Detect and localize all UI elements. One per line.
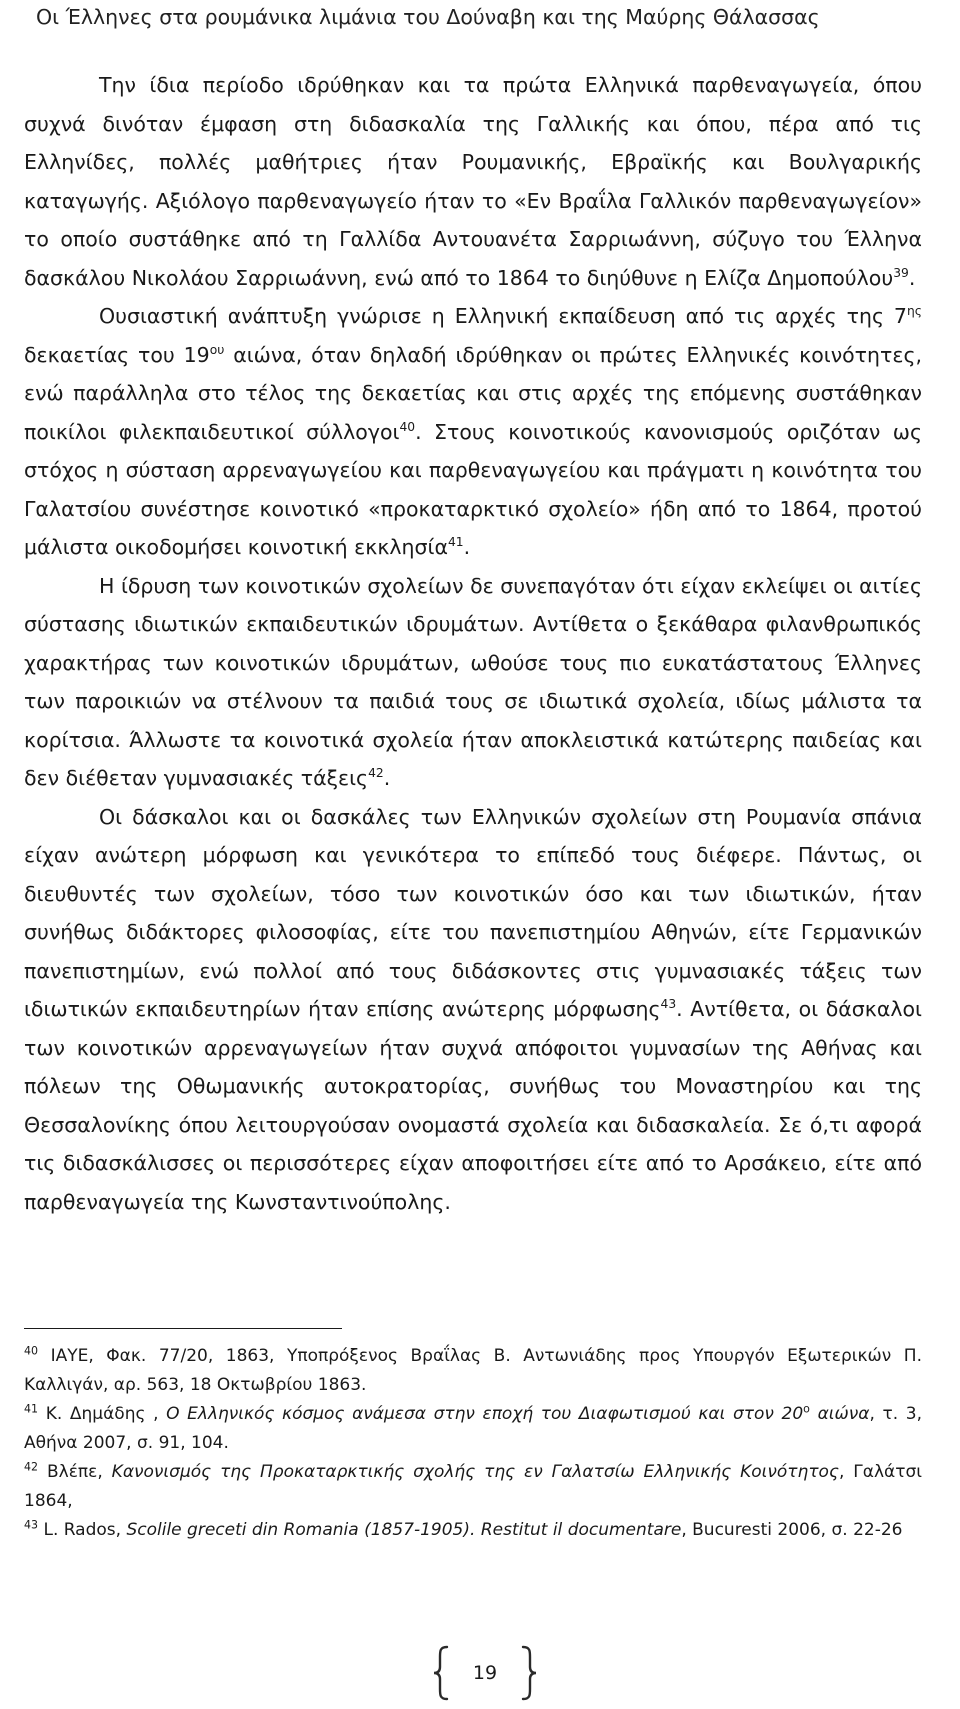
right-brace-icon xyxy=(518,1645,538,1701)
footnote-number: 43 xyxy=(24,1518,39,1532)
text: αιώνα, όταν δηλαδή ιδρύθηκαν οι πρώτες Ελληνικές κοινότητες, ενώ παράλληλα στο τέλος της δεκαετίας και στις αρχές της επόμενης συστάθηκαν ποικίλοι φιλεκπαιδευτικοί σύλλογοι xyxy=(24,342,922,444)
ordinal-suffix: ης xyxy=(906,304,922,319)
book-title: αιώνα xyxy=(809,1404,870,1424)
footnote-separator xyxy=(24,1328,342,1329)
text: . xyxy=(383,766,391,790)
footnote-ref: 42 xyxy=(368,766,384,781)
text: δεκαετίας του 19 xyxy=(24,342,210,367)
paragraph-2 xyxy=(24,297,922,567)
text: . xyxy=(463,535,471,559)
footnote-text: Κ. Δημάδης , xyxy=(38,1404,167,1424)
text: Την ίδια περίοδο ιδρύθηκαν και τα πρώτα Ελληνικά παρθεναγωγεία, όπου συχνά δινόταν έμφαση στη διδασκαλία της Γαλλικής και όπου, πέρα από τις Ελληνίδες, πολλές μαθήτριες ήταν Ρουμανικής, Εβραϊκής και Βουλγαρικής καταγωγής. Αξιόλογο παρθεναγωγείο ήταν το «Εν Βραΐλα Γαλλικόν παρθεναγωγείον» το οποίο συστάθηκε από τη Γαλλίδα Αντουανέτα Σαρριωάννη, σύζυγο του Έλληνα δασκάλου Νικολάου Σαρριωάννη, ενώ από το 1864 το διηύθυνε η Ελίζα Δημοπούλου xyxy=(24,73,922,290)
text: . xyxy=(908,265,916,290)
paragraph-1 xyxy=(24,66,922,297)
page-number-group xyxy=(432,1645,538,1701)
body-text xyxy=(24,66,922,1221)
footnote-text: ΙΑΥΕ, Φακ. 77/20, 1863, Υποπρόξενος Βραΐλας Β. Αντωνιάδης προς Υπουργόν Εξωτερικών Π. Καλλιγάν, αρ. 563, 18 Οκτωβρίου 1863. xyxy=(24,1346,922,1395)
book-title: Κανονισμός της Προκαταρκτικής σχολής της εν Γαλατσίω Ελληνικής Κοινότητος xyxy=(111,1462,839,1482)
text: Οι δάσκαλοι και οι δασκάλες των Ελληνικών σχολείων στη Ρουμανία σπάνια είχαν ανώτερη μόρφωση και γενικότερα το επίπεδό τους διέφερε. Πάντως, οι διευθυντές των σχολείων, τόσο των κοινοτικών όσο και των ιδιωτικών, ήταν συνήθως διδάκτορες φιλοσοφίας, είτε του πανεπιστημίου Αθηνών, είτε Γερμανικών πανεπιστημίων, ενώ πολλοί από τους διδάσκοντες στις γυμνασιακές τάξεις των ιδιωτικών εκπαιδευτηρίων ήταν επίσης ανώτερης μόρφωσης xyxy=(24,804,922,1021)
footnote-40 xyxy=(24,1342,922,1400)
book-title: Scolile greceti din Romania (1857-1905). Restitut il documentare xyxy=(126,1520,682,1540)
footnote-43 xyxy=(24,1516,922,1545)
paragraph-3 xyxy=(24,567,922,798)
footnote-ref: 43 xyxy=(660,997,677,1012)
footnote-number: 40 xyxy=(24,1344,39,1358)
footnote-ref: 41 xyxy=(447,535,464,550)
text: . Αντίθετα, οι δάσκαλοι των κοινοτικών αρρεναγωγείων ήταν συχνά απόφοιτοι γυμνασίων της Αθήνας και πόλεων της Οθωμανικής αυτοκρατορίας, συνήθως του Μοναστηρίου και της Θεσσαλονίκης όπου λειτουργούσαν ονομαστά σχολεία και διδασκαλεία. Σε ό,τι αφορά τις διδασκάλισσες οι περισσότερες είχαν αποφοιτήσει είτε από το Αρσάκειο, είτε από παρθεναγωγεία της Κωνσταντινούπολης. xyxy=(24,997,922,1214)
text: Η ίδρυση των κοινοτικών σχολείων δε συνεπαγόταν ότι είχαν εκλείψει οι αιτίες σύστασης ιδιωτικών εκπαιδευτικών ιδρυμάτων. Αντίθετα ο ξεκάθαρα φιλανθρωπικός χαρακτήρας των κοινοτικών ιδρυμάτων, ωθούσε τους πιο ευκατάστατους Έλληνες των παροικιών να στέλνουν τα παιδιά τους σε ιδιωτικά σχολεία, ιδίως μάλιστα τα κορίτσια. Άλλωστε τα κοινοτικά σχολεία ήταν αποκλειστικά κατώτερης παιδείας και δεν διέθεταν γυμνασιακές τάξεις xyxy=(24,573,922,790)
footnote-ref: 40 xyxy=(399,419,416,434)
footnote-text: Βλέπε, xyxy=(38,1462,112,1482)
text: . Στους κοινοτικούς κανονισμούς οριζόταν ως στόχος η σύσταση αρρεναγωγείου και παρθεναγωγείου και πράγματι η κοινότητα του Γαλατσίου συνέστησε κοινοτικό «προκαταρκτικό σχολείο» ήδη από το 1864, προτού μάλιστα οικοδομήσει κοινοτική εκκλησία xyxy=(24,419,922,559)
footnote-41 xyxy=(24,1400,922,1458)
footnote-ref: 39 xyxy=(893,265,909,280)
footnote-text: , Bucuresti 2006, σ. 22-26 xyxy=(681,1520,903,1540)
ordinal-suffix: ο xyxy=(803,1402,810,1416)
running-header: Οι Έλληνες στα ρουμάνικα λιμάνια του Δούναβη και της Μαύρης Θάλασσας xyxy=(36,5,820,29)
footnote-text: , τ. 3, Αθήνα 2007, σ. 91, 104. xyxy=(24,1404,922,1453)
footnote-number: 42 xyxy=(24,1460,39,1474)
footnotes xyxy=(24,1342,922,1545)
footnote-number: 41 xyxy=(24,1402,39,1416)
footnote-42 xyxy=(24,1458,922,1516)
footnote-text: L. Rados, xyxy=(38,1520,127,1540)
paragraph-4 xyxy=(24,798,922,1222)
text: Ουσιαστική ανάπτυξη γνώρισε η Ελληνική εκπαίδευση από τις αρχές της 7 xyxy=(99,304,907,328)
left-brace-icon xyxy=(432,1645,452,1701)
footnote-text: , Γαλάτσι 1864, xyxy=(24,1462,922,1511)
book-title: Ο Ελληνικός κόσμος ανάμεσα στην εποχή του Διαφωτισμού και στον 20 xyxy=(166,1404,804,1424)
ordinal-suffix: ου xyxy=(209,342,225,357)
page-number: 19 xyxy=(472,1662,498,1684)
